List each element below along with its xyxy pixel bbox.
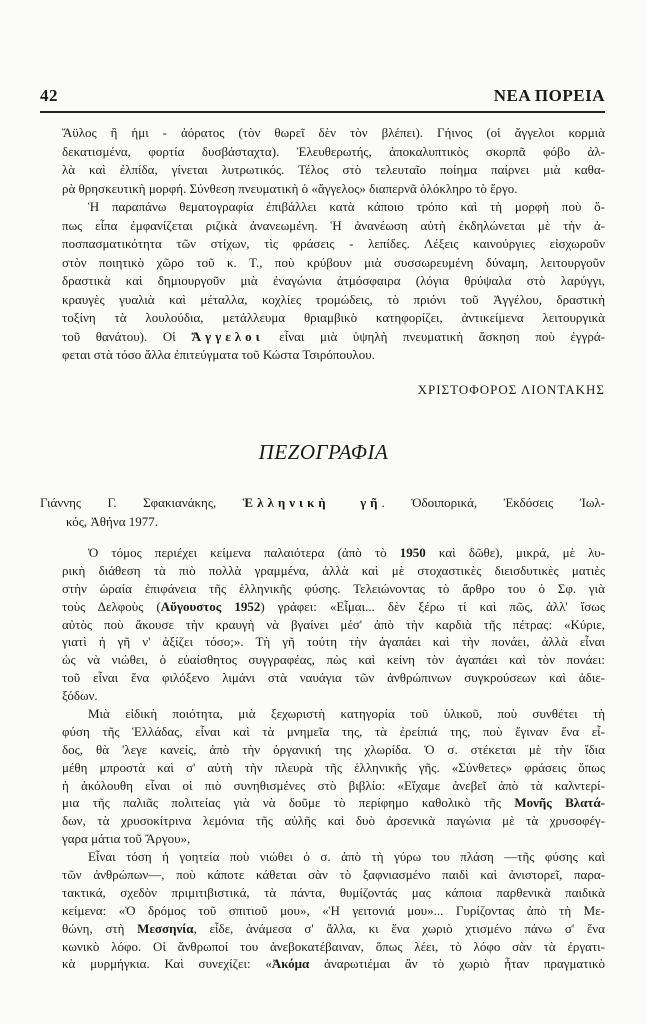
text-segment: Ὁ τόμος περιέχει κείμενα παλαιότερα (ἀπὸ τὸ xyxy=(88,545,400,560)
text-line xyxy=(62,217,605,236)
text-segment: ἡ ἀκόλουθη εἶναι οἱ πιὸ συνηθισμένες στὸ βιβλίο: «Εἴχαμε ἀνεβεῖ ἀπὸ τὰ καλντερί- xyxy=(62,777,605,793)
emphasis-text: Ἑλληνικὴ γῆ xyxy=(242,495,382,510)
emphasis-text: 1950 xyxy=(399,545,426,560)
text-segment: τοῦ εἶναι ἕνα φιλόξενο λιμάνι στὰ ναυάγια τῶν ἀνθρώπινων συγκρούσεων καὶ ἀδιε- xyxy=(62,670,605,686)
text-segment: γιατὶ ἡ γῆ ν' ἀξίζει τόσο;». Τὴ γῆ τούτη τὴν ἀγαπάει καὶ τὴν πονάει, ἀλλὰ εἶναι xyxy=(62,634,605,650)
text-line xyxy=(62,705,605,723)
text-segment: κὰ μυρμήγκια. Καὶ συνεχίζει: « xyxy=(62,956,272,972)
emphasis-text: Αὔγουστος 1952 xyxy=(160,598,261,614)
text-segment: τοῦ θανάτου). Οἱ xyxy=(62,328,192,344)
text-line xyxy=(62,346,605,365)
text-segment: ρὰ θρησκευτικὴ μορφή. Σύνθεση πνευματικὴ ὁ «ἄγγελος» διαπερνᾶ ὁλόκληρο τὸ ἔργο. xyxy=(62,180,518,196)
text-segment: λὰ καὶ ἐλπίδα, γίνεται λυτρωτικός. Τέλος στὸ τελευταῖο ποίημα παίρνει μιὰ καθα- xyxy=(62,162,605,177)
text-line xyxy=(62,580,605,598)
text-segment: ξόδων. xyxy=(62,688,98,704)
text-segment: πως εἶπα ἐμφανίζεται ριζικὰ ἀνανεωμένη. Ἡ ἀνανέωση αὐτὴ ἐκδηλώνεται μὲ τὴν ἀ- xyxy=(62,217,605,233)
text-line xyxy=(40,494,605,513)
text-line xyxy=(62,309,605,328)
text-segment: δος, θὰ 'λεγε κανείς, ἀπὸ τὴν ὀργανική της χλωρίδα. Ὁ σ. στέκεται μὲ τὴν ἴδια xyxy=(62,741,605,757)
running-title: ΝΕΑ ΠΟΡΕΙΑ xyxy=(493,86,605,105)
text-line xyxy=(62,143,605,162)
text-line xyxy=(62,759,605,777)
text-line xyxy=(62,235,605,254)
text-segment: καὶ δῶθε), μικρά, μὲ λυ- xyxy=(425,545,605,560)
text-segment: αὐτὸς ποὺ ἄκουσε τὴν κραυγὴ νὰ βγαίνει μέσ' ἀπὸ τὴν καρδιὰ τῆς πέτρας: «Κύριε, xyxy=(62,616,605,632)
text-line xyxy=(62,291,605,310)
emphasis-text: Ἄγγελοι xyxy=(191,328,264,344)
text-segment: τῶν ἀνθρώπων—, ποὺ κάποτε κάθεται σὰν τὸ ξαφνιασμένο παιδὶ καὶ ἀνιστορεῖ, παρα- xyxy=(62,867,605,883)
review-body-1 xyxy=(62,124,605,365)
text-line xyxy=(62,848,605,866)
text-line xyxy=(62,272,605,291)
text-segment: Μιὰ εἰδικὴ ποιότητα, μιὰ ξεχωριστὴ κατηγορία τοῦ ὑλικοῦ, ποὺ συνθέτει τὴ xyxy=(88,706,605,722)
text-segment: . Ὁδοιπορικά, Ἐκδόσεις Ἰωλ- xyxy=(381,495,605,510)
text-line xyxy=(62,633,605,651)
text-segment: δραστικὰ καὶ δημιουργοῦν μιὰ ἐναγώνια ἀτμόσφαιρα (λόγια θρύψαλα στὸ λαρύγγι, xyxy=(62,273,605,288)
text-line xyxy=(62,161,605,180)
text-line xyxy=(62,616,605,634)
text-line xyxy=(62,812,605,830)
text-line xyxy=(62,180,605,199)
section-title: ΠΕΖΟΓΡΑΦΙΑ xyxy=(258,440,389,464)
text-line xyxy=(62,955,605,973)
text-line xyxy=(62,723,605,741)
text-line xyxy=(40,513,605,532)
emphasis-text: Μεσσηνία xyxy=(137,920,194,936)
text-segment: ὡς νὰ νιώθει, ὁ εὐαίσθητος συγγραφέας, πὼς καὶ κείνη τὸν ἀγαπάει καὶ τὸν πονάει: xyxy=(62,652,605,668)
text-segment: φεται στὰ τόσο ἄλλα ἐπιτεύγματα τοῦ Κώστα Τσιρόπουλου. xyxy=(62,347,375,362)
text-segment: ποσπασματικότητα τῶν στίχων, τὶς φράσεις - λεπίδες. Λέξεις καινούργιες εἰσχωροῦν xyxy=(62,236,605,251)
text-segment: γαρα μάτια τοῦ Ἄργου», xyxy=(62,831,191,847)
text-segment: ρικὴ διάθεση τὰ πιὸ πολλὰ γραμμένα, ἀλλὰ καὶ μὲ στοχαστικὲς διεισδυτικὲς ματιὲς xyxy=(62,562,605,578)
text-segment: εἶναι μιὰ ὑψηλὴ πνευματικὴ ἄσκηση ποὺ ἐγγρά- xyxy=(263,328,605,344)
text-line xyxy=(62,598,605,616)
page-number: 42 xyxy=(40,86,58,105)
text-segment: τοὺς Δελφοὺς ( xyxy=(62,598,161,614)
text-segment: Ἄϋλος ἢ ἡμι - ἀόρατος (τὸν θωρεῖ δὲν τὸν βλέπει). Γήινος (οἱ ἄγγελοι κορμιὰ xyxy=(62,125,605,140)
text-segment: δεκατισμένα, φορτία δυσβάσταχτα). Ἐλευθερωτής, ἀποκαλυπτικὸς σκορπᾶ φόβο ἀλ- xyxy=(62,143,605,159)
text-segment: δων, τὰ χρυσοκίτρινα λεμόνια τῆς αὐλῆς καὶ δυὸ ἀρσενικὰ παγώνια μὲ τὰ χρυσοφέγ- xyxy=(62,813,605,829)
text-line xyxy=(62,669,605,687)
book-citation xyxy=(40,494,605,531)
text-line xyxy=(62,254,605,273)
text-line xyxy=(62,651,605,669)
text-segment: στὸν ποιητικὸ χῶρο τοῦ κ. Τ., ποὺ κρύβουν μιὰ συσσωρευμένη δύναμη, λειτουργοῦν xyxy=(62,254,605,270)
text-line xyxy=(62,544,605,562)
text-segment: μέθη μπροστὰ καὶ σ' αὐτὴ τὴν πλευρὰ τῆς ἑλληνικῆς γῆς. «Σύνθετες» φράσεις ὅπως xyxy=(62,759,605,775)
text-line xyxy=(62,884,605,902)
text-line xyxy=(62,198,605,217)
text-segment: ) γράφει: «Εἶμαι... δὲν ξέρω τί καὶ πῶς, ἀλλ' ἴσως xyxy=(260,598,605,614)
text-segment: στὴν ὡραία ἐπιφάνεια τῆς ἑλληνικῆς φύσης. Τελειώνοντας τὸ ἄρθρο του ὁ Σφ. γιὰ xyxy=(62,580,605,596)
review-signature: ΧΡΙΣΤΟΦΟΡΟΣ ΛΙΟΝΤΑΚΗΣ xyxy=(417,382,605,397)
text-line xyxy=(62,866,605,884)
text-segment: τακτικά, σχεδὸν πριμιτιβιστικά, τὰ πάντα, θυμίζοντάς μας κάποια παρθενικὰ παιδικὰ xyxy=(62,884,605,900)
emphasis-text: Ἀκόμα xyxy=(271,956,310,972)
review-body-2 xyxy=(62,544,605,973)
text-segment: ἀναρωτιέμαι ἂν τὸ χωριὸ ἦταν πραγματικὸ xyxy=(309,956,605,972)
text-segment: κραυγὲς γυαλιὰ καὶ μέταλλα, κοχλίες τρομώδεις, τὸ πριόνι τοῦ Ἀγγέλου, δραστικὴ xyxy=(62,291,605,307)
emphasis-text: Μονῆς Βλατά- xyxy=(514,795,605,811)
header-rule xyxy=(40,111,605,113)
text-segment: θώνη, στὴ xyxy=(62,920,138,936)
text-line xyxy=(62,328,605,347)
text-line xyxy=(62,938,605,956)
text-line xyxy=(62,830,605,848)
text-segment: κείμενα: «Ὁ δρόμος τοῦ σπιτιοῦ μου», «Ἡ γειτονιά μου»... Γυρίζοντας ἀπὸ τὴ Με- xyxy=(62,902,605,918)
text-segment: Γιάννης Γ. Σφακιανάκης, xyxy=(40,495,243,510)
text-line xyxy=(62,920,605,938)
text-segment: φύση τῆς Ἑλλάδας, εἶναι καὶ τὰ μνημεῖα της, τὰ ἐρείπιά της, ποὺ ἔγιναν ἕνα εἶ- xyxy=(62,723,605,739)
text-line xyxy=(62,741,605,759)
text-line xyxy=(62,562,605,580)
text-line xyxy=(62,777,605,795)
text-line xyxy=(62,687,605,705)
text-segment: Εἶναι τόση ἡ γοητεία ποὺ νιώθει ὁ σ. ἀπὸ τὴ γύρω του πλάση —τῆς φύσης καὶ xyxy=(88,849,605,865)
text-line xyxy=(62,124,605,143)
text-segment: κός, Ἀθήνα 1977. xyxy=(66,513,159,529)
text-segment: Ἡ παραπάνω θεματογραφία ἐπιβάλλει κατὰ κάποιο τρόπο καὶ τὴ μορφὴ ποὺ ὅ- xyxy=(88,199,605,214)
text-segment: τοξίνη τὰ λουλούδια, μετάλλευμα θριαμβικὸ κατηφορίζει, ἀντικείμενα λειτουργικὰ xyxy=(62,310,605,325)
text-segment: μια τῆς παλιᾶς πολιτείας γιὰ νὰ δοῦμε τὸ περίφημο καθολικὸ τῆς xyxy=(62,795,515,811)
text-line xyxy=(62,794,605,812)
text-line xyxy=(62,902,605,920)
text-segment: κωνικὸ λόφο. Οἱ ἄνθρωποί του ἀνεβοκατέβαιναν, ὅπως λέει, τὸ λόφο σὰν τὰ ἐργατι- xyxy=(62,938,605,954)
text-segment: , εἶδε, ἀνάμεσα σ' ἄλλα, κι ἕνα χωριὸ χτισμένο πάνω σ' ἕνα xyxy=(193,920,605,936)
